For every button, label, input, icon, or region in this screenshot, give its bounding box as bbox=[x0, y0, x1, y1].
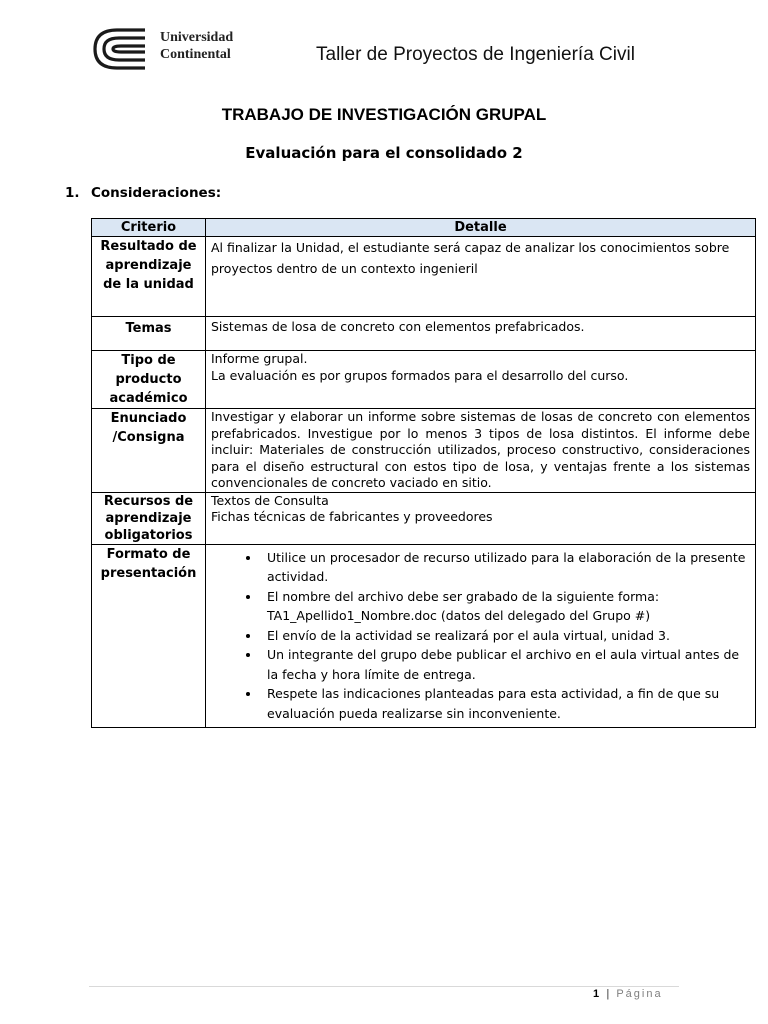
formato-bullet-list bbox=[211, 548, 750, 724]
detalle-tipo-line-2: La evaluación es por grupos formados para el desarrollo del curso. bbox=[211, 367, 629, 383]
criterio-resultado: Resultado de aprendizaje de la unidad bbox=[92, 237, 206, 317]
table-row bbox=[92, 409, 756, 493]
column-header-criterio: Criterio bbox=[92, 219, 206, 237]
criterio-tipo: Tipo de producto académico bbox=[92, 351, 206, 409]
page-label: Página bbox=[616, 988, 663, 1000]
column-header-detalle: Detalle bbox=[206, 219, 756, 237]
criterio-enunciado: Enunciado /Consigna bbox=[92, 409, 206, 493]
document-title: TRABAJO DE INVESTIGACIÓN GRUPAL bbox=[221, 105, 547, 124]
logo-wordmark bbox=[160, 29, 233, 63]
detalle-recursos bbox=[206, 492, 756, 544]
page-footer bbox=[593, 988, 663, 1000]
criterio-formato: Formato de presentación bbox=[92, 544, 206, 728]
list-item: • El envío de la actividad se realizará por el aula virtual, unidad 3. bbox=[261, 626, 750, 646]
section-heading bbox=[65, 185, 221, 201]
list-item: • Utilice un procesador de recurso utilizado para la elaboración de la presente actividad. bbox=[261, 548, 750, 587]
table-row bbox=[92, 237, 756, 317]
criterio-temas: Temas bbox=[92, 317, 206, 351]
detalle-recursos-line-1: Textos de Consulta bbox=[211, 492, 329, 508]
table-row bbox=[92, 544, 756, 728]
list-item: • El nombre del archivo debe ser grabado de la siguiente forma: TA1_Apellido1_Nombre.doc (datos del delegado del Grupo #) bbox=[261, 587, 750, 626]
table-row bbox=[92, 317, 756, 351]
detalle-formato bbox=[206, 544, 756, 728]
list-item: • Un integrante del grupo debe publicar el archivo en el aula virtual antes de la fecha y hora límite de entrega. bbox=[261, 645, 750, 684]
section-number: 1. bbox=[65, 185, 80, 201]
detalle-recursos-line-2: Fichas técnicas de fabricantes y proveedores bbox=[211, 509, 493, 524]
section-title: Consideraciones: bbox=[91, 185, 222, 201]
table-row bbox=[92, 492, 756, 544]
course-title: Taller de Proyectos de Ingeniería Civil bbox=[316, 44, 635, 65]
detalle-tipo bbox=[206, 351, 756, 409]
criterio-recursos: Recursos de aprendizaje obligatorios bbox=[92, 492, 206, 544]
logo-line-1: Universidad bbox=[160, 30, 234, 45]
list-item: • Respete las indicaciones planteadas para esta actividad, a fin de que su evaluación pueda realizarse sin inconveniente. bbox=[261, 684, 750, 723]
page-separator: | bbox=[606, 988, 612, 1000]
table-row bbox=[92, 351, 756, 409]
criteria-table bbox=[91, 218, 756, 728]
detalle-resultado: Al finalizar la Unidad, el estudiante será capaz de analizar los conocimientos sobre proyectos dentro de un contexto ingenieril bbox=[206, 237, 756, 317]
detalle-temas: Sistemas de losa de concreto con elementos prefabricados. bbox=[206, 317, 756, 351]
detalle-tipo-line-1: Informe grupal. bbox=[211, 351, 308, 366]
document-subtitle: Evaluación para el consolidado 2 bbox=[245, 144, 523, 162]
logo-line-2: Continental bbox=[160, 47, 231, 62]
table-header-row bbox=[92, 219, 756, 237]
detalle-enunciado: Investigar y elaborar un informe sobre sistemas de losas de concreto con elementos prefabricados. Investigue por lo menos 3 tipos de losa distintos. El informe debe incluir: Materiales de construcción utilizados, proceso constructivo, consideraciones para el diseño estructural con estos tipo de losa, y ventajas frente a los sistemas convencionales de concreto vaciado en sitio. bbox=[206, 409, 756, 493]
page-number: 1 bbox=[593, 988, 602, 1000]
footer-divider bbox=[89, 986, 679, 987]
